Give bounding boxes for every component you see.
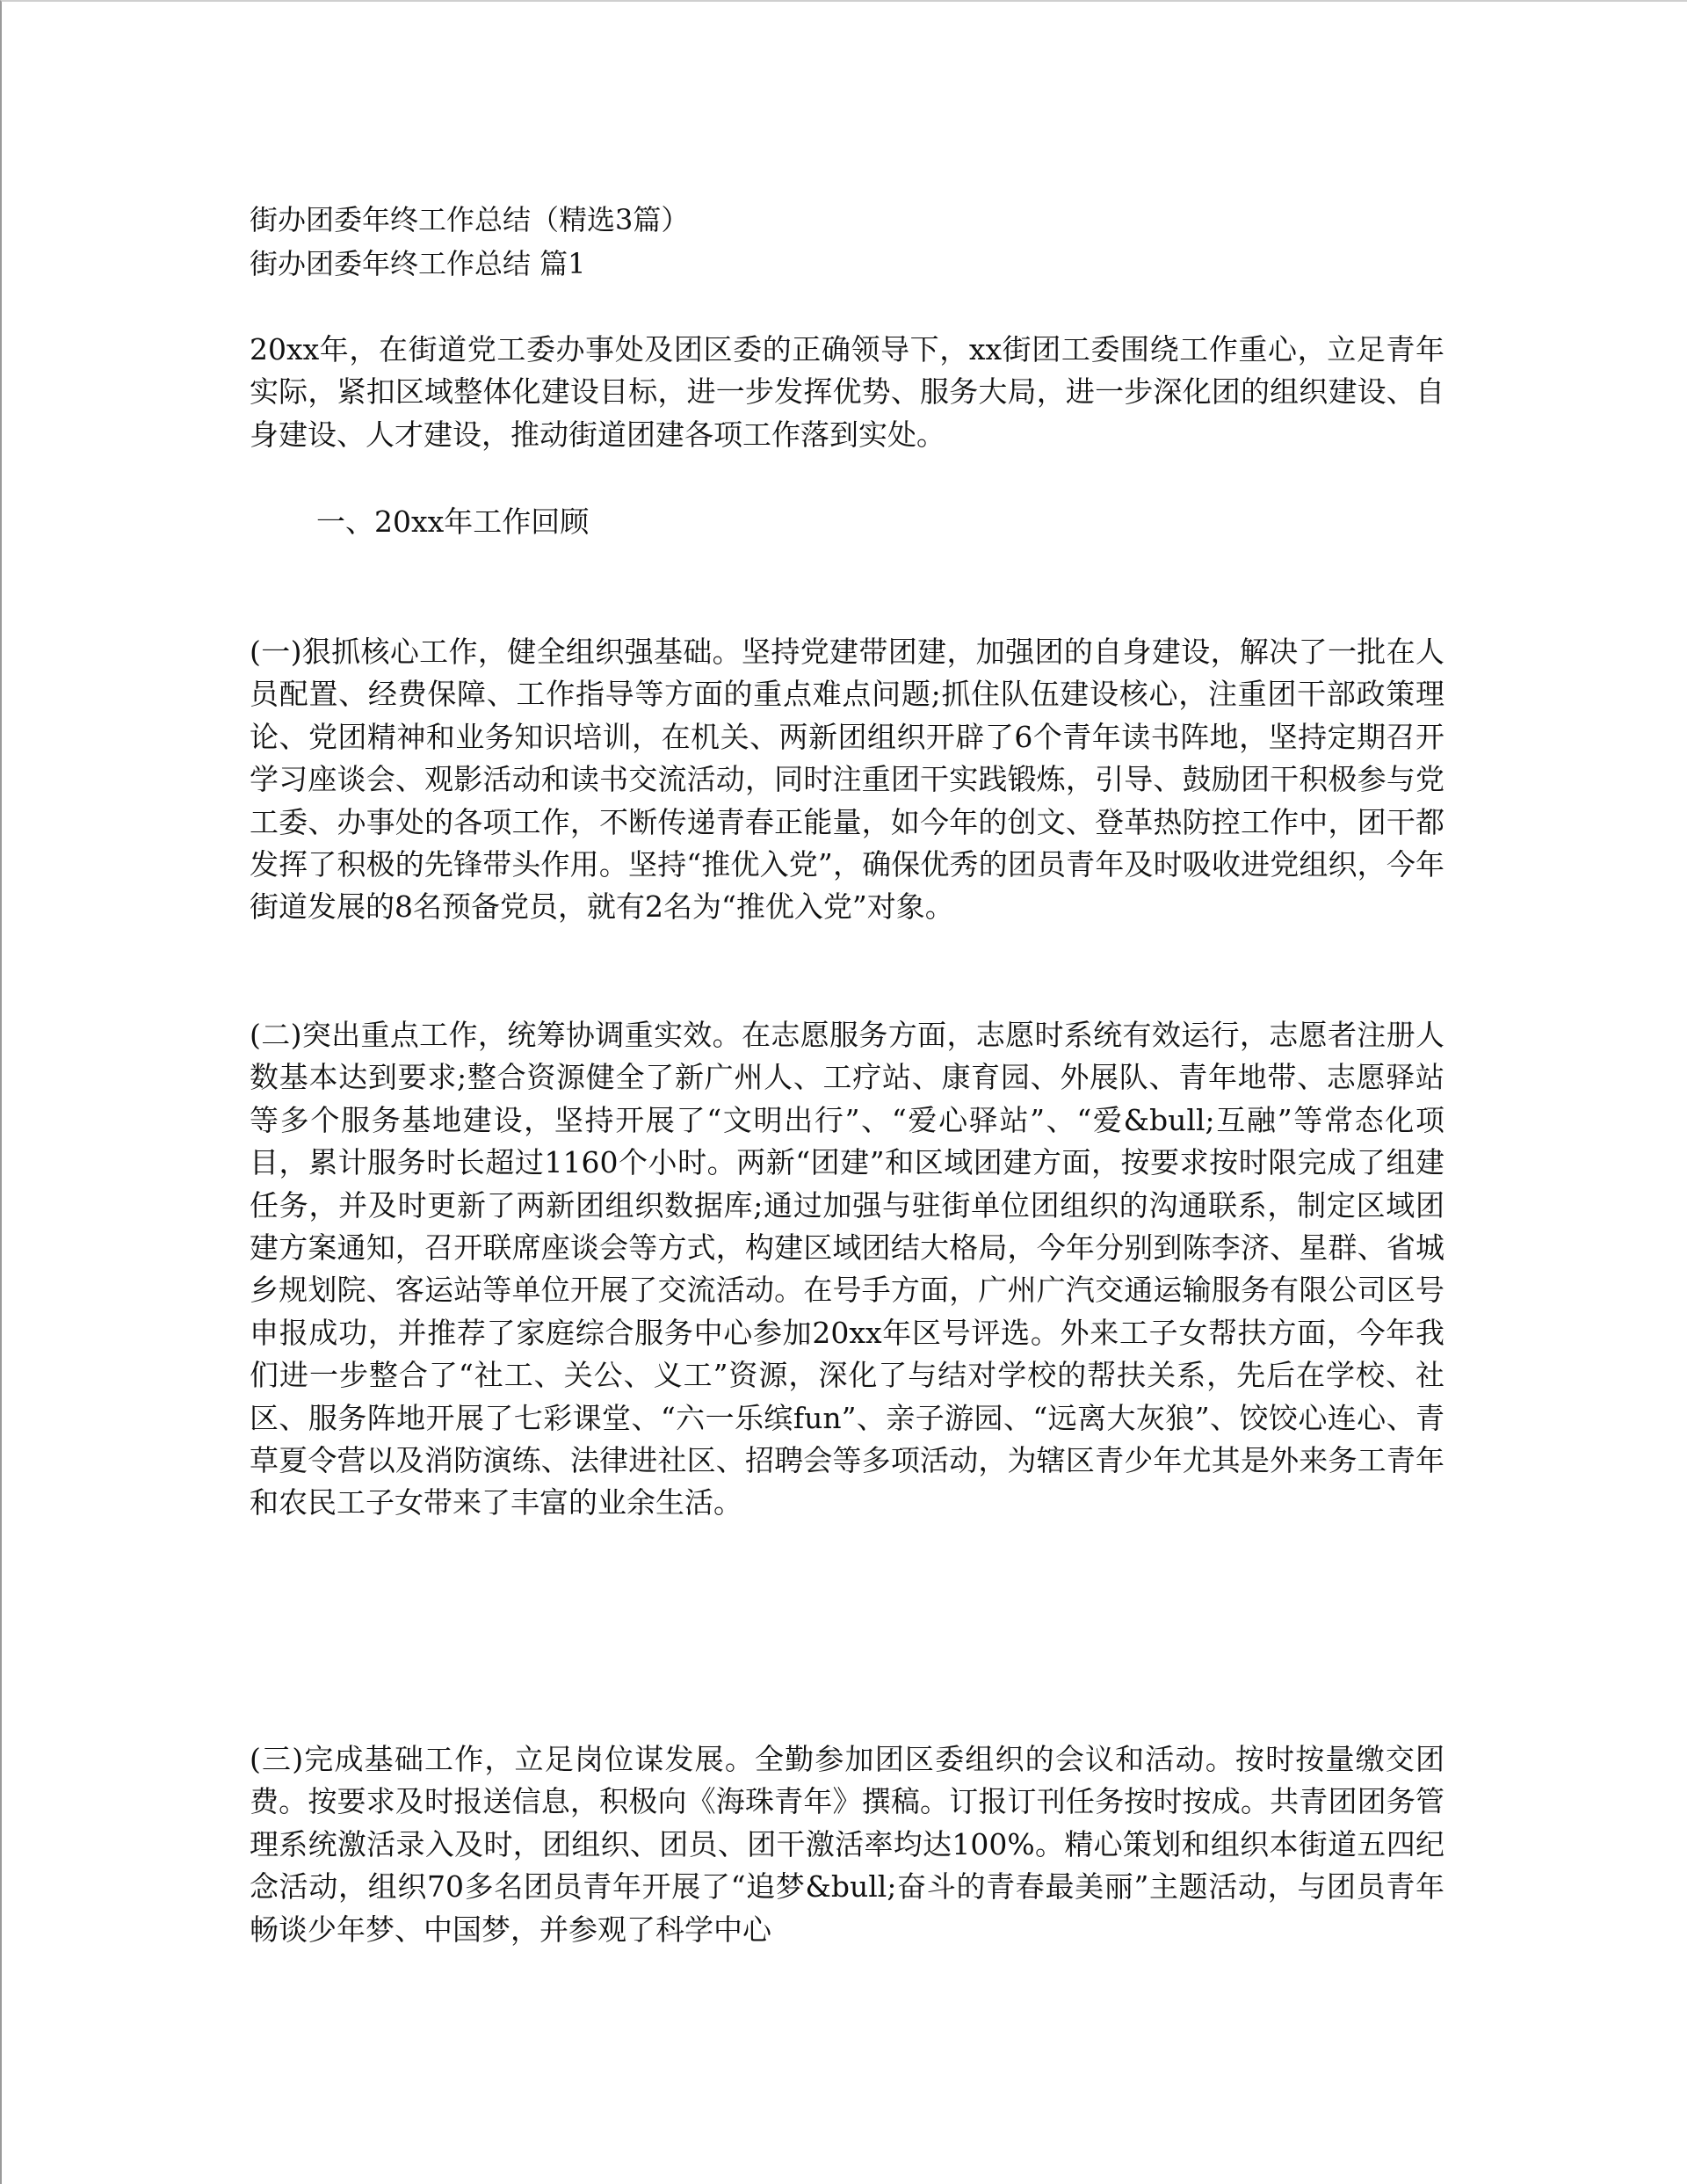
paragraph-2: (二)突出重点工作，统筹协调重实效。在志愿服务方面，志愿时系统有效运行，志愿者注册人数基本达到要求;整合资源健全了新广州人、工疗站、康育园、外展队、青年地带、志愿驿站等多个服务基地建设，坚持开展了“文明出行”、“爱心驿站”、“爱&bull;互融”等常态化项目，累计服务时长超过1160个小时。两新“团建”和区域团建方面，按要求按时限完成了组建任务，并及时更新了两新团组织数据库;通过加强与驻街单位团组织的沟通联系，制定区域团建方案通知，召开联席座谈会等方式，构建区域团结大格局，今年分别到陈李济、星群、省城乡规划院、客运站等单位开展了交流活动。在号手方面，广州广汽交通运输服务有限公司区号申报成功，并推荐了家庭综合服务中心参加20xx年区号评选。外来工子女帮扶方面，今年我们进一步整合了“社工、关公、义工”资源，深化了与结对学校的帮扶关系，先后在学校、社区、服务阵地开展了七彩课堂、“六一乐缤fun”、亲子游园、“远离大灰狼”、饺饺心连心、青草夏令营以及消防演练、法律进社区、招聘会等多项活动，为辖区青少年尤其是外来务工青年和农民工子女带来了丰富的业余生活。 — [250, 1018, 1444, 1520]
section-heading: 一、20xx年工作回顾 — [316, 504, 590, 539]
document-subtitle: 街办团委年终工作总结 篇1 — [250, 247, 586, 280]
paragraph-3: (三)完成基础工作，立足岗位谋发展。全勤参加团区委组织的会议和活动。按时按量缴交团费。按要求及时报送信息，积极向《海珠青年》撰稿。订报订刊任务按时按成。共青团团务管理系统激活录入及时，团组织、团员、团干激活率均达100%。精心策划和组织本街道五四纪念活动，组织70多名团员青年开展了“追梦&bull;奋斗的青春最美丽”主题活动，与团员青年畅谈少年梦、中国梦，并参观了科学中心 — [250, 1742, 1444, 1947]
document-title: 街办团委年终工作总结（精选3篇） — [250, 203, 690, 236]
intro-paragraph: 20xx年，在街道党工委办事处及团区委的正确领导下，xx街团工委围绕工作重心，立足青年实际，紧扣区域整体化建设目标，进一步发挥优势、服务大局，进一步深化团的组织建设、自身建设、人才建设，推动街道团建各项工作落到实处。 — [250, 332, 1444, 452]
paragraph-1: (一)狠抓核心工作，健全组织强基础。坚持党建带团建，加强团的自身建设，解决了一批在人员配置、经费保障、工作指导等方面的重点难点问题;抓住队伍建设核心，注重团干部政策理论、党团精神和业务知识培训，在机关、两新团组织开辟了6个青年读书阵地，坚持定期召开学习座谈会、观影活动和读书交流活动，同时注重团干实践锻炼，引导、鼓励团干积极参与党工委、办事处的各项工作，不断传递青春正能量，如今年的创文、登革热防控工作中，团干都发挥了积极的先锋带头作用。坚持“推优入党”，确保优秀的团员青年及时吸收进党组织，今年街道发展的8名预备党员，就有2名为“推优入党”对象。 — [250, 635, 1444, 925]
